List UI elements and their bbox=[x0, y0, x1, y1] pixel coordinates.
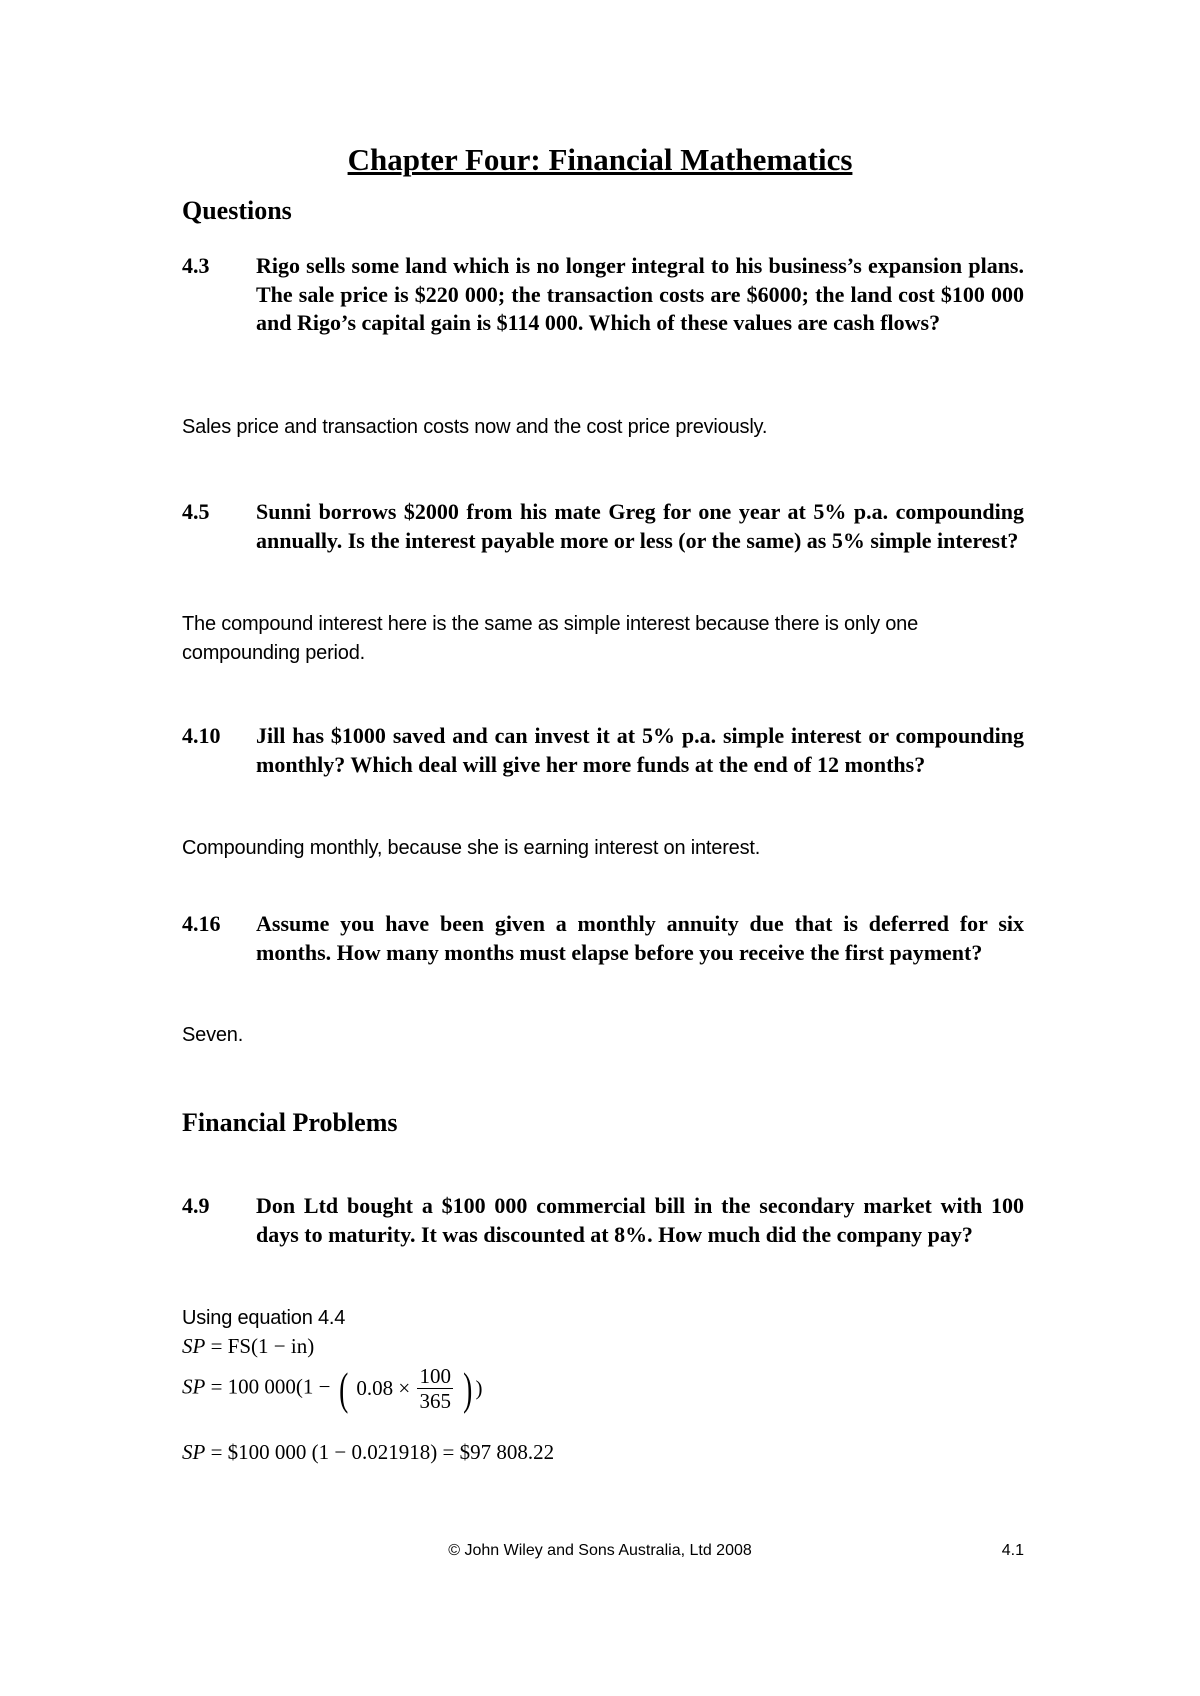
fraction-denominator: 365 bbox=[419, 1389, 451, 1413]
right-paren: ) bbox=[463, 1362, 473, 1414]
eq-close: ) bbox=[475, 1376, 483, 1400]
equation-3 bbox=[182, 1440, 554, 1465]
eq-lhs: SP bbox=[182, 1334, 206, 1358]
equation-2 bbox=[182, 1364, 483, 1413]
question-text: Rigo sells some land which is no longer integral to his business’s expansion plans. The sale price is $220 000; the transaction costs are $6000; the land cost $100 000 and Rigo’s capital gain is $114 000. Which of these values are cash flows? bbox=[256, 253, 1024, 335]
page-number: 4.1 bbox=[1001, 1542, 1024, 1559]
question-text: Sunni borrows $2000 from his mate Greg for one year at 5% p.a. compounding annually. Is the interest payable more or less (or the same) as 5% simple interest? bbox=[256, 499, 1024, 553]
question-text: Assume you have been given a monthly annuity due that is deferred for six months. How many months must elapse before you receive the first payment? bbox=[256, 911, 1024, 965]
answer-4-5: The compound interest here is the same as simple interest because there is only one compounding period. bbox=[182, 613, 919, 664]
question-text: Jill has $1000 saved and can invest it at 5% p.a. simple interest or compounding monthly? Which deal will give her more funds at the end of 12 months? bbox=[256, 723, 1024, 777]
answer-4-10: Compounding monthly, because she is earning interest on interest. bbox=[182, 837, 761, 859]
problem-text: Don Ltd bought a $100 000 commercial bill in the secondary market with 100 days to maturity. It was discounted at 8%. How much did the company pay? bbox=[256, 1193, 1024, 1247]
fraction-numerator: 100 bbox=[419, 1364, 451, 1388]
question-4-16 bbox=[182, 910, 1024, 967]
question-number: 4.3 bbox=[182, 253, 210, 278]
question-4-10 bbox=[182, 722, 1024, 779]
footer-copyright: © John Wiley and Sons Australia, Ltd 2008 bbox=[448, 1542, 752, 1559]
question-number: 4.16 bbox=[182, 911, 221, 936]
eq-prefix: = 100 000(1 − bbox=[210, 1374, 331, 1399]
questions-heading: Questions bbox=[182, 196, 292, 225]
eq-lhs: SP bbox=[182, 1440, 206, 1464]
question-4-3 bbox=[182, 252, 1024, 338]
eq-lhs: SP bbox=[182, 1374, 206, 1399]
problem-4-9 bbox=[182, 1192, 1024, 1249]
solution-intro: Using equation 4.4 bbox=[182, 1307, 346, 1329]
financial-problems-heading: Financial Problems bbox=[182, 1108, 398, 1137]
question-4-5 bbox=[182, 498, 1024, 555]
question-number: 4.10 bbox=[182, 723, 221, 748]
eq-rhs: = FS(1 − in) bbox=[210, 1334, 315, 1358]
answer-4-16: Seven. bbox=[182, 1024, 244, 1046]
equation-1 bbox=[182, 1334, 314, 1359]
fraction bbox=[417, 1364, 453, 1413]
question-number: 4.5 bbox=[182, 499, 210, 524]
eq-rate: 0.08 × bbox=[356, 1376, 411, 1400]
eq-result: = $100 000 (1 − 0.021918) = $97 808.22 bbox=[210, 1440, 555, 1464]
left-paren: ( bbox=[338, 1362, 349, 1414]
answer-4-3: Sales price and transaction costs now and the cost price previously. bbox=[182, 416, 768, 438]
chapter-title: Chapter Four: Financial Mathematics bbox=[347, 142, 853, 177]
problem-number: 4.9 bbox=[182, 1193, 210, 1218]
